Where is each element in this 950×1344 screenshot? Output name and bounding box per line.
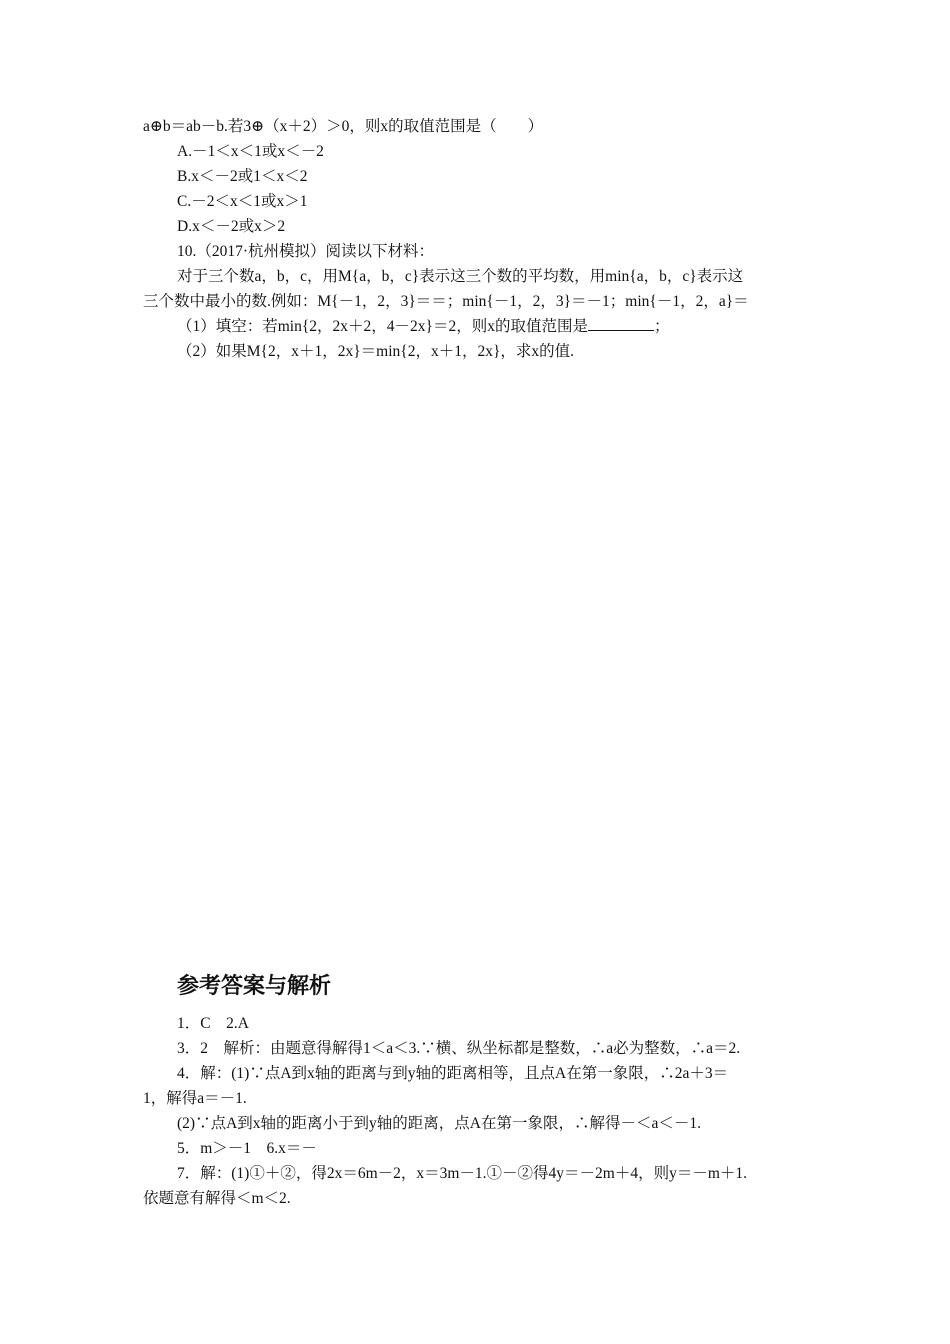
q10-part1-text: （1）填空：若min{2，2x＋2，4－2x}＝2，则x的取值范围是 <box>177 318 588 335</box>
option-d: D.x＜－2或x＞2 <box>177 218 286 235</box>
answer-line: 4．解：(1)∵点A到x轴的距离与到y轴的距离相等，且点A在第一象限，∴2a＋3＝ <box>177 1065 729 1082</box>
option-b: B.x＜－2或1＜x＜2 <box>177 168 308 185</box>
option-a: A.－1＜x＜1或x＜－2 <box>177 143 324 160</box>
q10-part1-suffix: ； <box>654 318 670 335</box>
answer-line: 1．C 2.A <box>177 1015 249 1032</box>
q10-paragraph-line2: 三个数中最小的数.例如：M{－1，2，3}＝＝；min{－1，2，3}＝－1；min{－1，2，a}＝ <box>143 293 749 310</box>
answer-blank <box>588 316 654 331</box>
q10-title: 10.（2017·杭州模拟）阅读以下材料： <box>177 243 435 260</box>
q10-paragraph-line1: 对于三个数a，b，c，用M{a，b，c}表示这三个数的平均数，用min{a，b，c}表示这 <box>177 268 744 285</box>
q10-part2: （2）如果M{2，x＋1，2x}＝min{2，x＋1，2x}，求x的值. <box>177 343 575 360</box>
answer-line: 依题意有解得＜m＜2. <box>143 1190 291 1207</box>
answer-line: 5．m＞－1 6.x＝－ <box>177 1140 317 1157</box>
answer-line: (2)∵点A到x轴的距离小于到y轴的距离，点A在第一象限，∴解得－＜a＜－1. <box>177 1115 701 1132</box>
option-c: C.－2＜x＜1或x＞1 <box>177 193 308 210</box>
answers-heading: 参考答案与解析 <box>177 974 332 999</box>
answer-line: 3．2 解析：由题意得解得1＜a＜3.∵横、纵坐标都是整数，∴a必为整数，∴a＝2. <box>177 1040 741 1057</box>
q10-part1 <box>177 316 670 338</box>
answer-line: 1，解得a＝－1. <box>143 1090 247 1107</box>
q9-stem: a⊕b＝ab－b.若3⊕（x＋2）＞0，则x的取值范围是（ ） <box>143 118 544 135</box>
answer-line: 7．解：(1)①＋②，得2x＝6m－2，x＝3m－1.①－②得4y＝－2m＋4，则y＝－m＋1. <box>177 1165 748 1182</box>
